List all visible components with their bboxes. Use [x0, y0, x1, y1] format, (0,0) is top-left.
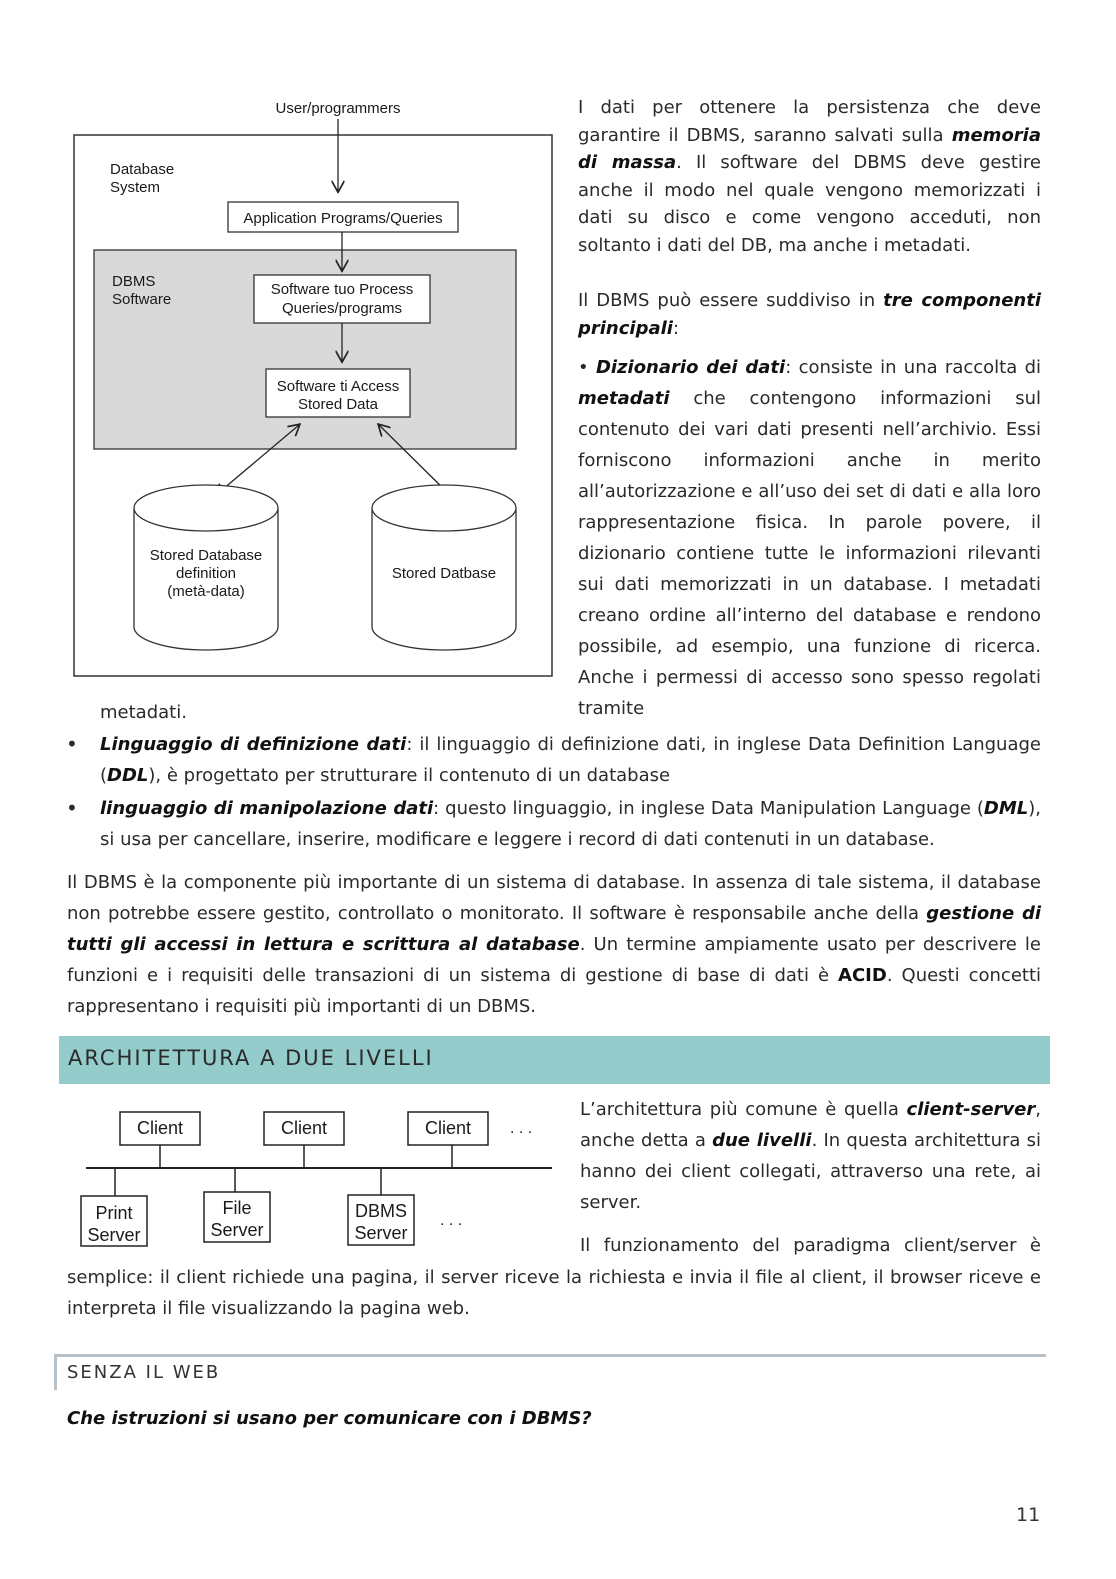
access-label-2: Stored Data — [297, 396, 379, 413]
subsection-left-rule — [54, 1354, 57, 1390]
paradigm-paragraph: semplice: il client richiede una pagina, il server riceve la richiesta e invia il file al client, il browser riceve e interpreta il file visualizzando la pagina web. — [67, 1267, 1041, 1319]
server-ellipsis: . . . — [440, 1212, 463, 1229]
print-server-box — [81, 1196, 147, 1246]
dbms-server-box — [348, 1195, 414, 1245]
svg-text:File: File — [222, 1198, 252, 1218]
user-label: User/programmers — [275, 100, 401, 117]
client-box-1 — [120, 1112, 200, 1145]
client-server-diagram — [78, 1105, 558, 1255]
process-label-1: Software tuo Process — [270, 281, 414, 298]
process-label-2: Queries/programs — [281, 300, 403, 317]
page-number: 11 — [1016, 1504, 1041, 1526]
dbms-software-label: DBMS — [112, 273, 156, 290]
definition-label-1: Stored Database — [149, 547, 263, 564]
data-dictionary-paragraph: • Dizionario dei dati: consiste in una raccolta di metadati che contengono informazioni sul contenuto dei vari dati presenti nell’archivio. Essi forniscono informazioni anche in merito all’autorizzazione e all’uso dei set di dati e alla loro rappresentazione fisica. In parole povere, il dizionario contiene tutte le informazioni rilevanti sui dati memorizzati in un database. I metadati creano ordine all’interno del database e rendono possibile, ad esempio, una funzione di ricerca. Anche i permessi di accesso sono spesso regolati tramite — [578, 357, 1041, 719]
svg-text:Server: Server — [87, 1225, 141, 1245]
svg-text:Print: Print — [95, 1203, 133, 1223]
subsection-divider — [54, 1354, 1046, 1357]
bullet-dot: • — [66, 732, 78, 756]
file-server-box — [204, 1192, 270, 1242]
database-system-diagram — [70, 95, 560, 685]
client-box-2 — [264, 1112, 344, 1145]
stored-database-label: Stored Datbase — [391, 565, 497, 582]
data-dictionary-tail: metadati. — [100, 702, 187, 723]
client-ellipsis: . . . — [510, 1120, 533, 1137]
definition-cylinder — [134, 485, 278, 650]
svg-text:Client: Client — [424, 1118, 472, 1138]
definition-label-2: definition — [175, 565, 237, 582]
dbms-software-label-2: Software — [112, 291, 172, 308]
bullet-dot: • — [66, 796, 78, 820]
question-text: Che istruzioni si usano per comunicare con i DBMS? — [67, 1408, 592, 1429]
database-system-label-2: System — [110, 179, 161, 196]
ddl-bullet: • Linguaggio di definizione dati: il linguaggio di definizione dati, in inglese Data Definition Language (DDL), è progettato per strutturare il contenuto di un database — [66, 729, 1041, 791]
section-header — [59, 1036, 1050, 1084]
svg-text:Client: Client — [136, 1118, 184, 1138]
components-paragraph: Il DBMS può essere suddiviso in tre componenti principali: — [578, 290, 1041, 339]
svg-text:DBMS: DBMS — [354, 1201, 408, 1221]
paradigm-first-line: Il funzionamento del paradigma client/server è — [580, 1235, 1041, 1256]
svg-text:Server: Server — [354, 1223, 408, 1243]
subsection-title: SENZA IL WEB — [67, 1362, 221, 1383]
client-box-3 — [408, 1112, 488, 1145]
svg-text:Client: Client — [280, 1118, 328, 1138]
definition-label-3: (metà-data) — [167, 583, 245, 600]
app-programs-label: Application Programs/Queries — [243, 210, 443, 227]
dml-bullet: • linguaggio di manipolazione dati: questo linguaggio, in inglese Data Manipulation Language (DML), si usa per cancellare, inserire, modificare e leggere i record di dati contenuti in un database. — [66, 793, 1041, 855]
client-server-paragraph: L’architettura più comune è quella client-server, anche detta a due livelli. In questa architettura si hanno dei client collegati, attraverso una rete, ai server. — [580, 1099, 1041, 1213]
access-label-1: Software ti Access — [276, 378, 400, 395]
database-system-label: Database — [110, 161, 175, 178]
stored-database-cylinder — [372, 485, 516, 650]
intro-paragraph: I dati per ottenere la persistenza che deve garantire il DBMS, saranno salvati sulla memoria di massa. Il software del DBMS deve gestire anche il modo nel quale vengono memorizzati i dati su disco e come vengono acceduti, non soltanto i dati del DB, ma anche i metadati. — [578, 97, 1041, 256]
svg-text:Server: Server — [210, 1220, 264, 1240]
dbms-importance-paragraph: Il DBMS è la componente più importante di un sistema di database. In assenza di tale sistema, il database non potrebbe essere gestito, controllato o monitorato. Il software è responsabile anche della gestione di tutti gli accessi in lettura e scrittura al database. Un termine ampiamente usato per descrivere le funzioni e i requisiti delle transazioni di un sistema di gestione di base di dati è ACID. Questi concetti rappresentano i requisiti più importanti di un DBMS. — [67, 872, 1042, 1017]
section-title: ARCHITETTURA A DUE LIVELLI — [68, 1046, 434, 1070]
